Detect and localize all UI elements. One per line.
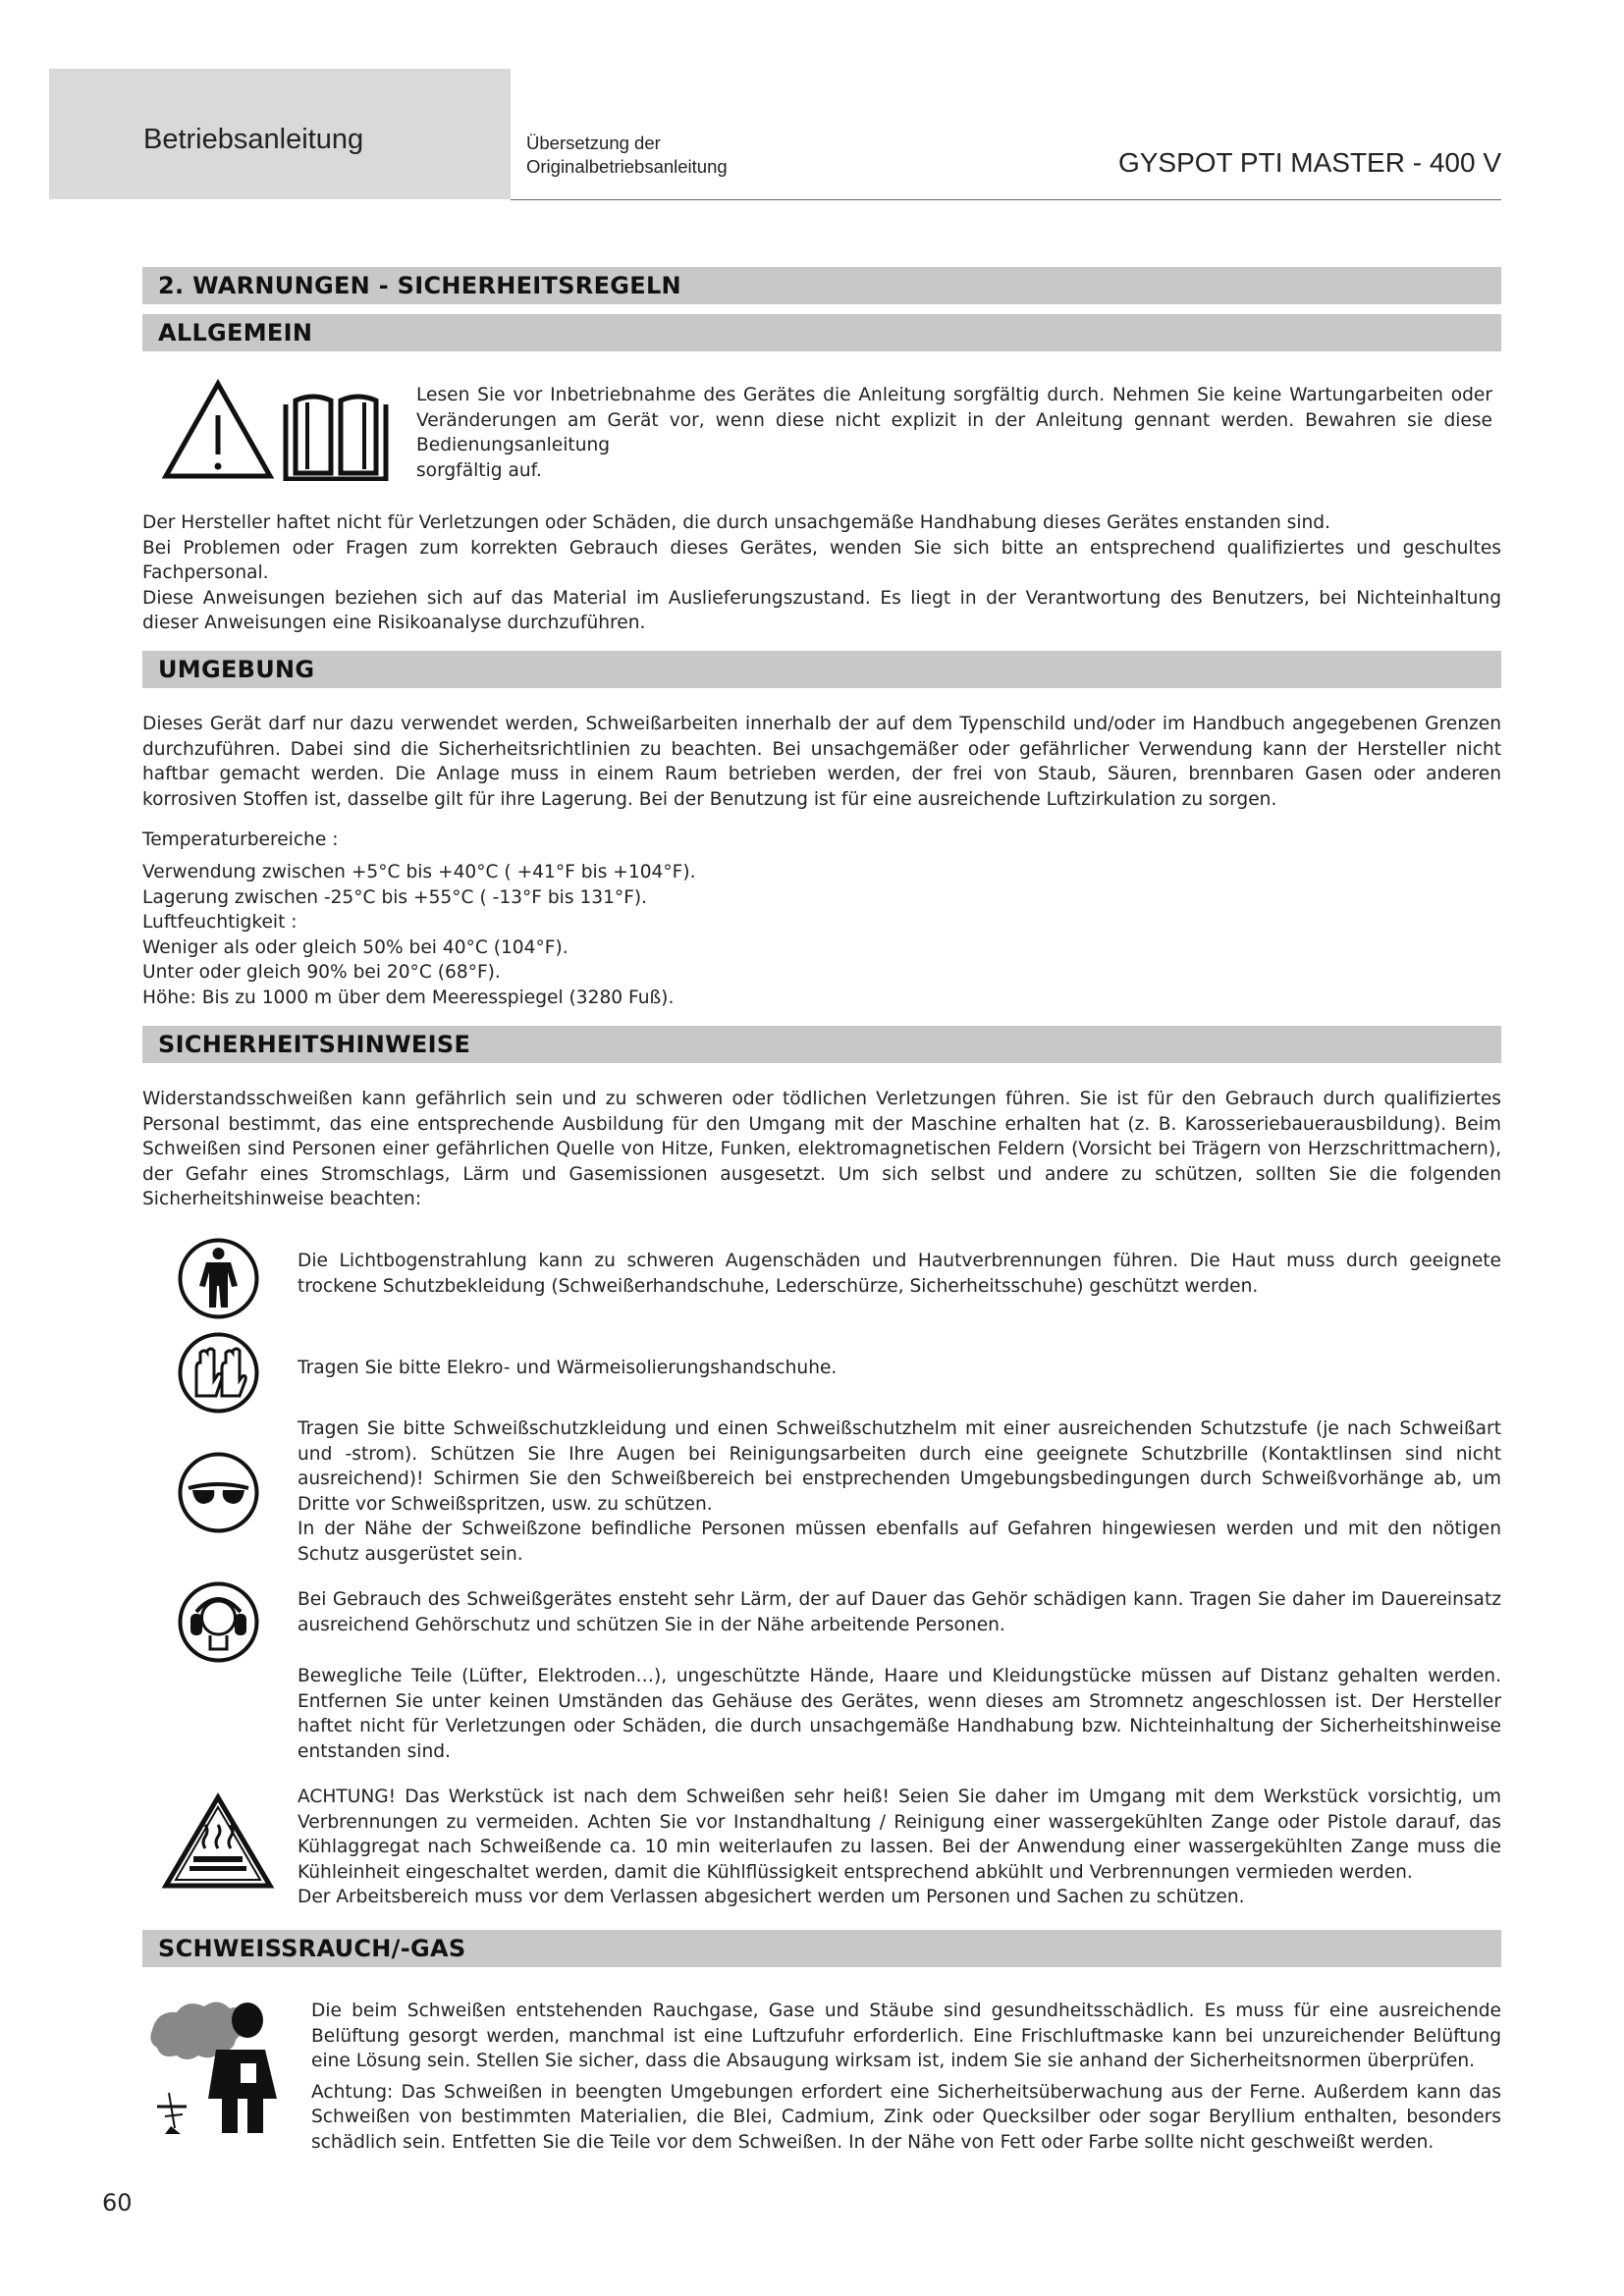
rauch-para2: Achtung: Das Schweißen in beengten Umgebungen erfordert eine Sicherheitsüberwachung aus der Ferne. Außerdem kann das Schweißen von bestimmten Materialien, die Blei, Cadmium, Zink oder Quecksilber oder sogar Beryllium enthalten, besonders schädlich sein. Entfetten Sie die Teile vor dem Schweißen. In der Nähe von Fett oder Farbe sollte nicht geschweißt werden. <box>311 2081 1501 2153</box>
sicherheit-item-gloves: Tragen Sie bitte Elekro- und Wärmeisolierungshandschuhe. <box>298 1358 838 1378</box>
umgebung-para: Dieses Gerät darf nur dazu verwendet werden, Schweißarbeiten innerhalb der auf dem Typenschild und/oder im Handbuch angegebenen Grenzen durchzuführen. Dabei sind die Sicherheitsrichtlinien zu beachten. Bei unsachgemäßer oder gefährlicher Verwendung kann der Hersteller nicht haftbar gemacht werden. Die Anlage muss in einem Raum betrieben werden, der frei von Staub, Säuren, brennbaren Gasen oder anderen korrosiven Stoffen ist, dasselbe gilt für ihre Lagerung. Bei der Benutzung ist für eine ausreichende Luftzirkulation zu sorgen. <box>142 714 1501 810</box>
welding-fumes-icon <box>147 1991 295 2138</box>
header-model: GYSPOT PTI MASTER - 400 V <box>1117 147 1501 178</box>
manual-book-icon <box>282 391 390 481</box>
header-section-title: Betriebsanleitung <box>143 124 364 155</box>
sicherheit-item-goggles-2: In der Nähe der Schweißzone befindliche Personen müssen ebenfalls auf Gefahren hingewiesen werden und mit den nötigen Schutz ausgerüstet sein. <box>298 1519 1501 1565</box>
allgemein-para3: Diese Anweisungen beziehen sich auf das Material im Auslieferungszustand. Es liegt in der Verantwortung des Benutzers, bei Nichteinhaltung dieser Anweisungen eine Risikoanalyse durchzuführen. <box>142 587 1501 633</box>
header-subtitle <box>526 132 728 179</box>
sicherheit-item-suit: Die Lichtbogenstrahlung kann zu schweren Augenschäden und Hautverbrennungen führen. Die Haut muss durch geeignete trockene Schutzbekleidung (Schweißerhandschuhe, Lederschürze, Sicherheitsschuhe) geschützt werden. <box>298 1251 1501 1297</box>
sicherheit-item-hot <box>298 1785 1501 1910</box>
rauch-para1: Die beim Schweißen entstehenden Rauchgase, Gase und Stäube sind gesundheitsschädlich. Es muss für eine ausreichende Belüftung gesorgt werden, manchmal ist eine Luftzufuhr erforderlich. Eine Frischluftmaske kann bei unzureichender Belüftung eine Lösung sein. Stellen Sie sicher, dass die Absaugung wirksam ist, indem Sie sie anhand der Sicherheitsnormen überprüfen. <box>311 2001 1501 2071</box>
allgemein-para1: Der Hersteller haftet nicht für Verletzungen oder Schäden, die durch unsachgemäße Handhabung dieses Gerätes enstanden sind. <box>142 512 1331 533</box>
umgebung-lines <box>142 860 1501 1010</box>
page-number: 60 <box>102 2189 133 2216</box>
umgebung-line: Verwendung zwischen +5°C bis +40°C ( +41°F bis +104°F). <box>142 862 696 882</box>
allgemein-heading: ALLGEMEIN <box>142 314 1501 351</box>
umgebung-temp-label: Temperaturbereiche : <box>142 829 339 850</box>
sicherheit-item-moving: Bewegliche Teile (Lüfter, Elektroden…), ungeschützte Hände, Haare und Kleidungstücke müssen auf Distanz gehalten werden. Entfernen Sie unter keinen Umständen das Gehäuse des Gerätes, wenn dieses am Stromnetz angeschlossen ist. Der Hersteller haftet nicht für Verletzungen oder Schäden, die durch unsachgemäße Handhabung bzw. Nichteinhaltung der Sicherheitshinweise entstanden sind. <box>298 1666 1501 1762</box>
umgebung-heading: UMGEBUNG <box>142 651 1501 688</box>
sicherheit-item-hot-2: Der Arbeitsbereich muss vor dem Verlassen abgesichert werden um Personen und Sachen zu schützen. <box>298 1887 1245 1907</box>
header-subtitle-line1: Übersetzung der <box>526 133 661 153</box>
allgemein-intro-line1: Lesen Sie vor Inbetriebnahme des Gerätes die Anleitung sorgfältig durch. Nehmen Sie keine Wartungarbeiten oder Veränderungen am Gerät vor, wenn diese nicht explizit in der Anleitung gennant werden. Bewahren sie diese Bedienungsanleitung <box>416 385 1492 455</box>
ear-protection-icon <box>177 1580 260 1664</box>
rauch-body <box>311 1999 1501 2155</box>
rauch-heading: SCHWEISSRAUCH/-GAS <box>142 1930 1501 1967</box>
sicherheit-intro: Widerstandsschweißen kann gefährlich sein und zu schweren oder tödlichen Verletzungen führen. Sie ist für den Gebrauch durch qualifiziertes Personal bestimmt, das eine entsprechende Ausbildung für den Umgang mit der Maschine erhalten hat (z. B. Karosseriebauerausbildung). Beim Schweißen sind Personen einer gefährlichen Quelle von Hitze, Funken, elektromagnetischen Feldern (Vorsicht bei Trägern von Herzschrittmachern), der Gefahr eines Stromschlags, Lärm und Gasemissionen ausgesetzt. Um sich selbst und andere zu schützen, sollten Sie die folgenden Sicherheitshinweise beachten: <box>142 1089 1501 1209</box>
allgemein-intro-line2: sorgfältig auf. <box>416 459 542 481</box>
hot-surface-icon <box>162 1791 275 1890</box>
safety-goggles-icon <box>177 1451 260 1534</box>
header-divider <box>511 199 1501 200</box>
warning-triangle-icon <box>162 378 275 481</box>
gloves-icon <box>177 1331 260 1415</box>
umgebung-line: Weniger als oder gleich 50% bei 40°C (104°F). <box>142 936 568 958</box>
umgebung-line: Lagerung zwischen -25°C bis +55°C ( -13°F bis 131°F). <box>142 886 648 908</box>
allgemein-para2: Bei Problemen oder Fragen zum korrekten Gebrauch dieses Gerätes, wenden Sie sich bitte an entsprechend qualifiziertes und geschultes Fachpersonal. <box>142 537 1501 583</box>
sicherheit-heading: SICHERHEITSHINWEISE <box>142 1026 1501 1063</box>
umgebung-line: Luftfeuchtigkeit : <box>142 912 298 933</box>
umgebung-line: Höhe: Bis zu 1000 m über dem Meeresspiegel (3280 Fuß). <box>142 987 675 1008</box>
main-heading: 2. WARNUNGEN - SICHERHEITSREGELN <box>142 267 1501 304</box>
protective-suit-icon <box>177 1237 260 1320</box>
allgemein-body <box>142 510 1501 636</box>
umgebung-line: Unter oder gleich 90% bei 20°C (68°F). <box>142 962 501 983</box>
sicherheit-item-ear: Bei Gebrauch des Schweißgerätes ensteht sehr Lärm, der auf Dauer das Gehör schädigen kann. Tragen Sie daher im Dauereinsatz ausreichend Gehörschutz und schützen Sie in der Nähe arbeitende Personen. <box>298 1589 1501 1635</box>
sicherheit-item-hot-1: ACHTUNG! Das Werkstück ist nach dem Schweißen sehr heiß! Seien Sie daher im Umgang mit dem Werkstück vorsichtig, um Verbrennungen zu vermeiden. Achten Sie vor Instandhaltung / Reinigung einer wassergekühlten Zange oder Pistole darauf, das Kühlaggregat nach Schweißende ca. 10 min weiterlaufen zu lassen. Bei der Anwendung einer wassergekühlten Zange muss die Kühleinheit eingeschaltet werden, damit die Kühlflüssigkeit entsprechend abkühlt und Verbrennungen vermieden werden. <box>298 1787 1501 1883</box>
sicherheit-item-goggles-1: Tragen Sie bitte Schweißschutzkleidung und einen Schweißschutzhelm mit einer ausreichenden Schutzstufe (je nach Schweißart und -strom). Schützen Sie Ihre Augen bei Reinigungsarbeiten durch eine geeignete Schutzbrille (Kontaktlinsen sind nicht ausreichend)! Schirmen Sie den Schweißbereich bei enstprechenden Umgebungsbedingungen durch Schweißvorhänge ab, um Dritte vor Schweißspritzen, usw. zu schützen. <box>298 1418 1501 1515</box>
sicherheit-item-goggles <box>298 1416 1501 1567</box>
allgemein-intro <box>416 383 1492 483</box>
header-subtitle-line2: Originalbetriebsanleitung <box>526 156 728 177</box>
